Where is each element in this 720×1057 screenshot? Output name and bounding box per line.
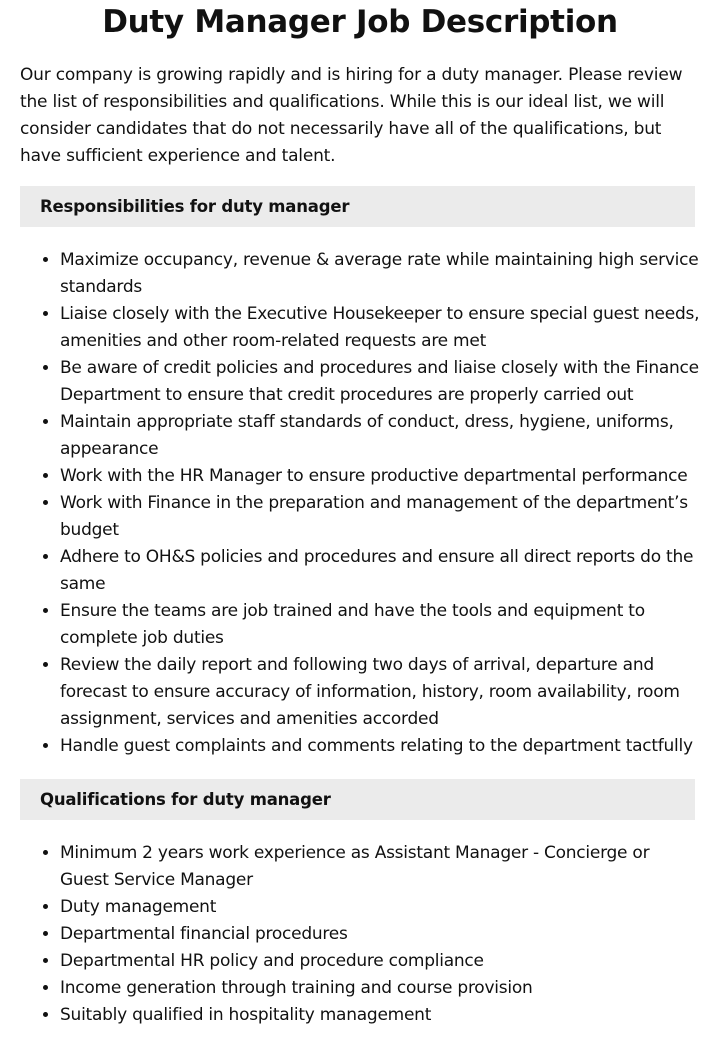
list-item: • Adhere to OH&S policies and procedures and ensure all direct reports do the same	[60, 544, 700, 598]
list-item: • Handle guest complaints and comments relating to the department tactfully	[60, 733, 700, 760]
list-item: • Be aware of credit policies and procedures and liaise closely with the Finance Department to ensure that credit procedures are properly carried out	[60, 355, 700, 409]
list-item: • Minimum 2 years work experience as Assistant Manager - Concierge or Guest Service Manager	[60, 840, 700, 894]
list-item: • Review the daily report and following two days of arrival, departure and forecast to ensure accuracy of information, history, room availability, room assignment, services and amenities accorded	[60, 652, 700, 733]
list-item: • Work with Finance in the preparation and management of the department’s budget	[60, 490, 700, 544]
intro-paragraph: Our company is growing rapidly and is hiring for a duty manager. Please review the list of responsibilities and qualifications. While this is our ideal list, we will consider candidates that do not necessarily have all of the qualifications, but have sufficient experience and talent.	[20, 65, 683, 166]
list-item: • Ensure the teams are job trained and have the tools and equipment to complete job duties	[60, 598, 700, 652]
qualifications-heading: Qualifications for duty manager	[20, 779, 695, 820]
list-item: • Maintain appropriate staff standards of conduct, dress, hygiene, uniforms, appearance	[60, 409, 700, 463]
list-item: • Departmental HR policy and procedure compliance	[60, 948, 700, 975]
page-title: Duty Manager Job Description	[102, 4, 618, 40]
list-item: • Work with the HR Manager to ensure productive departmental performance	[60, 463, 700, 490]
qualifications-list	[0, 840, 700, 1029]
list-item: • Maximize occupancy, revenue & average rate while maintaining high service standards	[60, 247, 700, 301]
responsibilities-heading: Responsibilities for duty manager	[20, 186, 695, 227]
list-item: • Suitably qualified in hospitality management	[60, 1002, 700, 1029]
list-item: • Income generation through training and course provision	[60, 975, 700, 1002]
responsibilities-list	[0, 247, 700, 760]
list-item: • Departmental financial procedures	[60, 921, 700, 948]
list-item: • Duty management	[60, 894, 700, 921]
list-item: • Liaise closely with the Executive Housekeeper to ensure special guest needs, amenities and other room-related requests are met	[60, 301, 700, 355]
